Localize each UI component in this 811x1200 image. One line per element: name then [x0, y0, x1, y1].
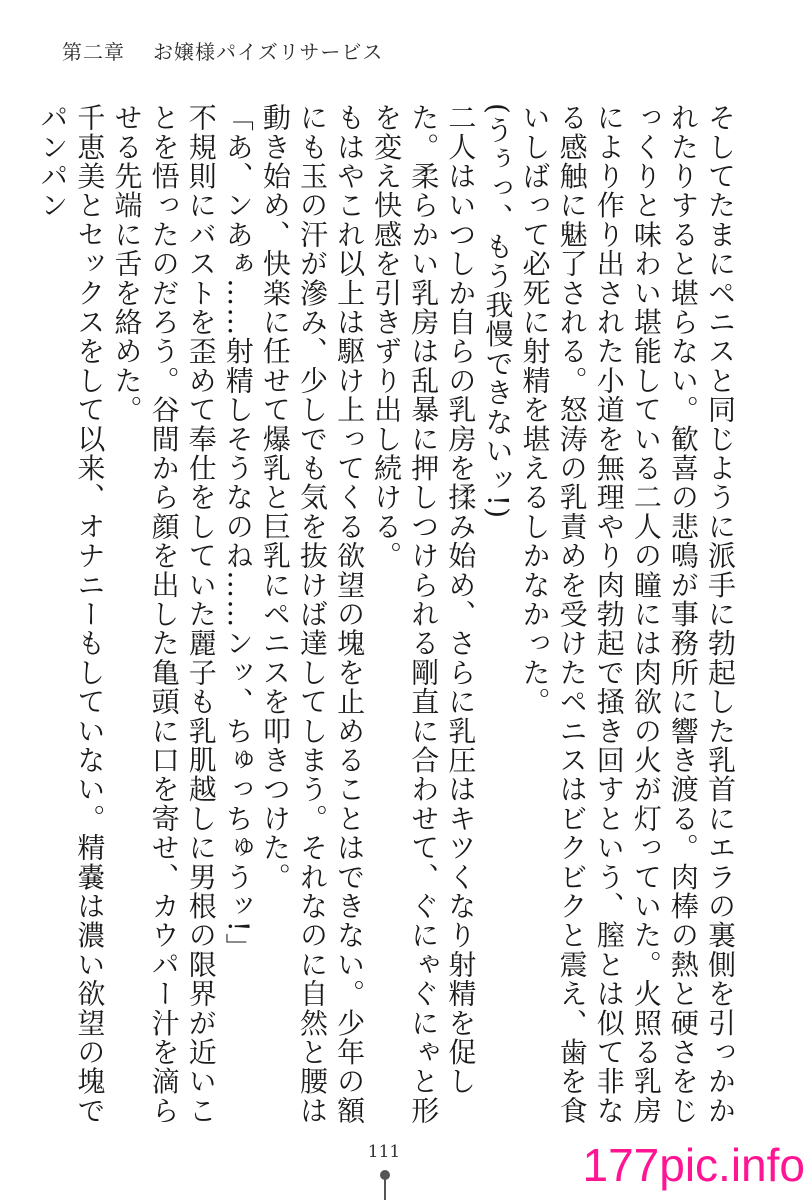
folio-ornament-icon: [380, 1170, 390, 1200]
paragraph: 不規則にバストを歪めて奉仕をしていた麗子も乳肌越しに男根の限界が近いことを悟ったのだろう。谷間から顔を出した亀頭に口を寄せ、カウパー汁を滴らせる先端に舌を絡めた。: [110, 103, 218, 1125]
section-title: お嬢様パイズリサービス: [153, 40, 384, 64]
paragraph: (うぅっ、もう我慢できないッ!): [481, 103, 515, 520]
body-text: [34, 103, 739, 1133]
paragraph: そしてたまにペニスと同じように派手に勃起した乳首にエラの裏側を引っかかれたりすると堪らない。歓喜の悲鳴が事務所に響き渡る。肉棒の熱と硬さをじっくりと味わい堪能している二人の瞳には肉欲の火が灯っていた。火照る乳房により作り出された小道を無理やり肉勃起で掻き回すという、膣とは似て非なる感触に魅了される。怒涛の乳責めを受けたペニスはビクビクと震え、歯を食いしばって必死に射精を堪えるしかなかった。: [518, 103, 737, 1125]
paragraph: 二人はいつしか自らの乳房を揉み始め、さらに乳圧はキツくなり射精を促した。柔らかい乳房は乱暴に押しつけられる剛直に合わせて、ぐにゃぐにゃと形を変え快感を引きずり出し続ける。: [370, 103, 478, 1125]
watermark-text: 177pic.info: [582, 1139, 805, 1191]
running-header: [62, 36, 383, 65]
paragraph: 千恵美とセックスをして以来、オナニーもしていない。精嚢は濃い欲望の塊でパンパン: [36, 103, 107, 1125]
page-number: 111: [367, 1142, 401, 1162]
paragraph: もはやこれ以上は駆け上ってくる欲望の塊を止めることはできない。少年の額にも玉の汗が滲み、少しでも気を抜けば達してしまう。それなのに自然と腰は動き始め、快楽に任せて爆乳と巨乳にペニスを叩きつけた。: [258, 103, 367, 1125]
chapter-label: 第二章: [62, 40, 125, 64]
paragraph: 「あ、ンあぁ……射精しそうなのね……ンッ、ちゅっちゅうッ!」: [221, 103, 255, 963]
